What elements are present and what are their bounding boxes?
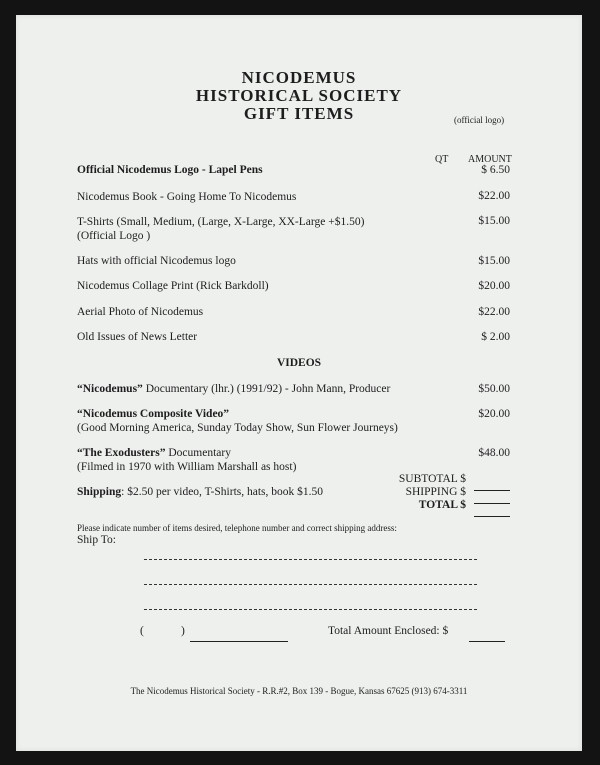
videos-heading: VIDEOS: [276, 357, 322, 369]
title-line-2: HISTORICAL SOCIETY: [195, 86, 403, 105]
phone-number-field[interactable]: [190, 624, 288, 642]
ship-to-label: Ship To:: [77, 534, 116, 546]
shipping-label: Shipping: [77, 486, 122, 498]
item-hats: Hats with official Nicodemus logo: [77, 255, 236, 267]
title-line-1: NICODEMUS: [241, 68, 357, 87]
video-nicodemus: [77, 382, 390, 396]
order-form-sheet: [16, 15, 582, 751]
video-nicodemus-desc: Documentary (lhr.) (1991/92) - John Mann, Producer: [142, 383, 391, 395]
shipping-total-label: SHIPPING $: [405, 486, 466, 498]
title-line-3: GIFT ITEMS: [243, 104, 355, 123]
price-newsletter: $ 2.00: [481, 331, 510, 343]
item-newsletter: Old Issues of News Letter: [77, 331, 198, 343]
item-aerial-photo: Aerial Photo of Nicodemus: [77, 306, 204, 318]
price-collage-print: $20.00: [478, 280, 510, 292]
logo-note: (official logo): [454, 115, 505, 125]
footer-address: The Nicodemus Historical Society - R.R.#2, Box 139 - Bogue, Kansas 67625 (913) 674-3311: [130, 686, 468, 696]
item-book: Nicodemus Book - Going Home To Nicodemus: [77, 191, 297, 203]
total-label: TOTAL $: [418, 499, 466, 511]
total-enclosed-field[interactable]: [469, 624, 505, 642]
shipping-info: [77, 485, 323, 499]
price-video-composite: $20.00: [478, 408, 510, 420]
amount-column-header: AMOUNT: [468, 154, 512, 165]
video-nicodemus-title: “Nicodemus”: [77, 383, 143, 395]
video-composite-desc: (Good Morning America, Sunday Today Show, Sun Flower Journeys): [77, 422, 398, 434]
price-video-exodusters: $48.00: [478, 447, 510, 459]
price-aerial-photo: $22.00: [478, 306, 510, 318]
video-exodusters-note: (Filmed in 1970 with William Marshall as host): [77, 461, 297, 473]
subtotal-label: SUBTOTAL $: [398, 473, 466, 485]
item-collage-print: Nicodemus Collage Print (Rick Barkdoll): [77, 280, 269, 292]
item-tshirts-note: (Official Logo ): [77, 230, 151, 242]
item-lapel-pens: Official Nicodemus Logo - Lapel Pens: [77, 164, 263, 176]
video-composite-title: “Nicodemus Composite Video”: [77, 408, 230, 420]
address-line-2[interactable]: [144, 584, 477, 585]
video-exodusters: [77, 446, 231, 460]
order-instructions: Please indicate number of items desired, telephone number and correct shipping address:: [77, 523, 397, 533]
price-hats: $15.00: [478, 255, 510, 267]
video-exodusters-desc: Documentary: [165, 447, 231, 459]
price-book: $22.00: [478, 190, 510, 202]
price-video-nicodemus: $50.00: [478, 383, 510, 395]
total-field[interactable]: [474, 499, 510, 517]
price-tshirts: $15.00: [478, 215, 510, 227]
shipping-rates: : $2.50 per video, T-Shirts, hats, book $1.50: [121, 486, 324, 498]
video-composite: [77, 407, 229, 421]
phone-area-open: (: [140, 625, 144, 637]
phone-area-close: ): [181, 625, 185, 637]
qty-column-header: QT: [435, 154, 449, 165]
address-line-1[interactable]: [144, 559, 477, 560]
video-exodusters-title: “The Exodusters”: [77, 447, 166, 459]
item-tshirts: T-Shirts (Small, Medium, (Large, X-Large, XX-Large +$1.50): [77, 216, 365, 228]
total-enclosed-label: Total Amount Enclosed: $: [328, 625, 449, 637]
address-line-3[interactable]: [144, 609, 477, 610]
price-lapel-pens: $ 6.50: [481, 164, 510, 176]
